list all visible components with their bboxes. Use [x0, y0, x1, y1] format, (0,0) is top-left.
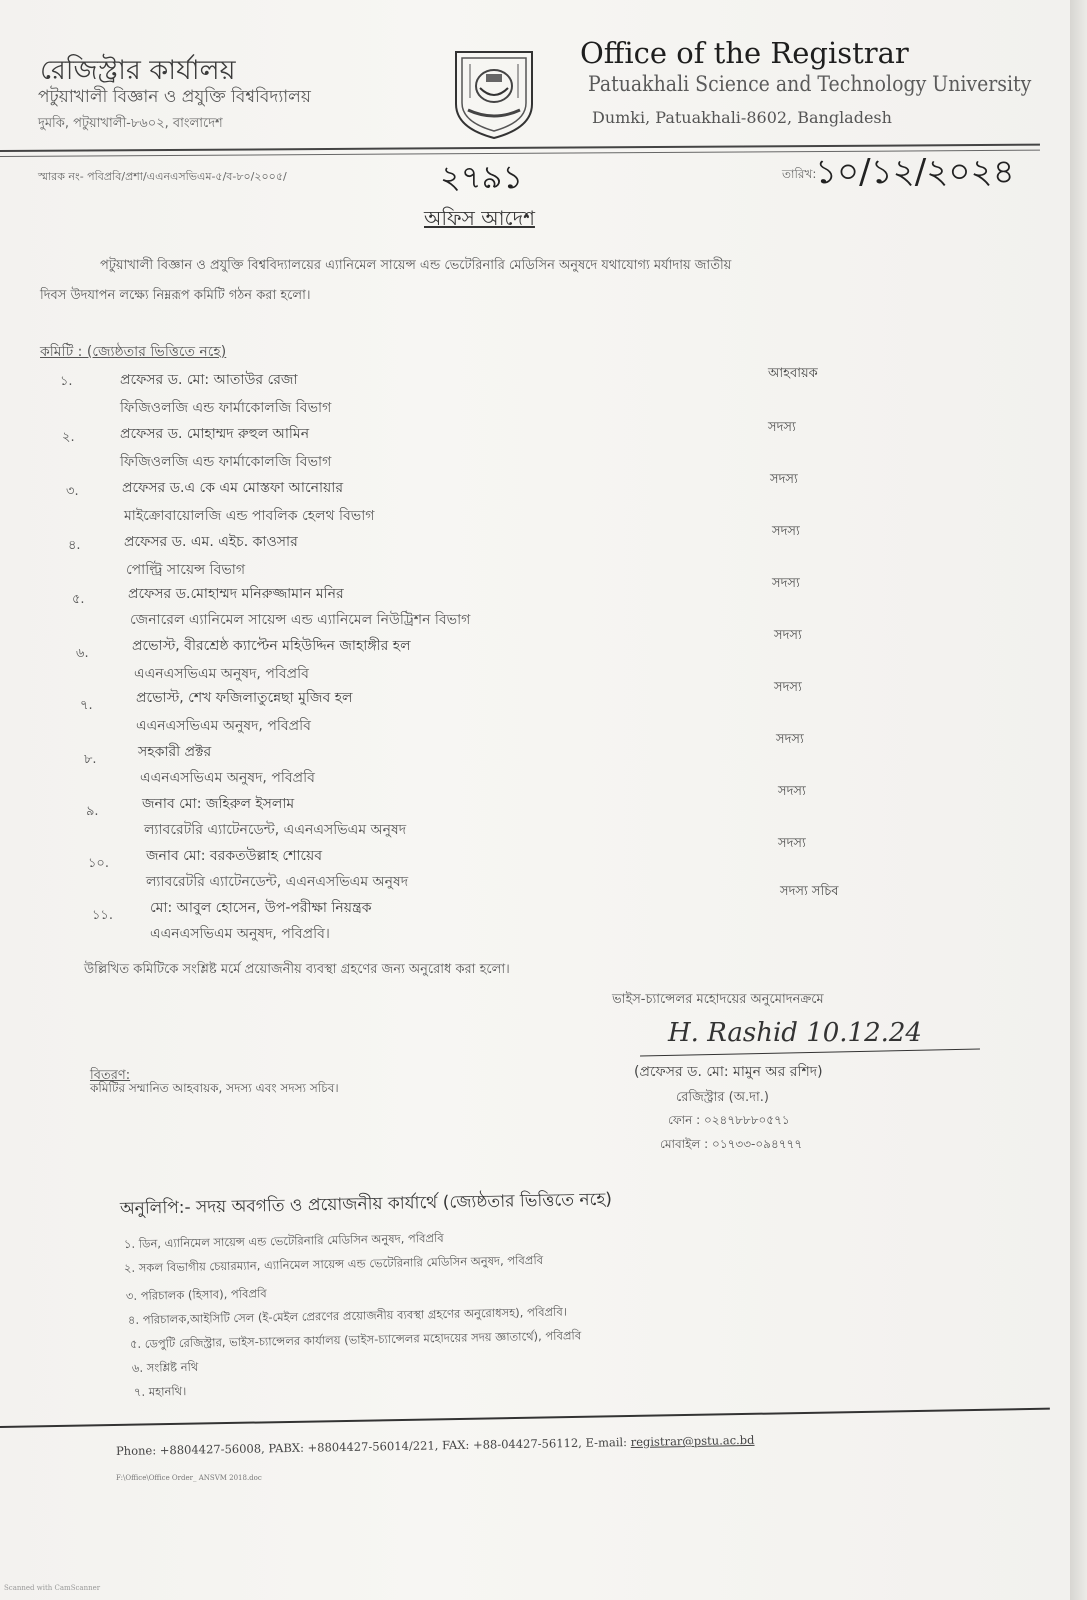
header-bn-university: পটুয়াখালী বিজ্ঞান ও প্রযুক্তি বিশ্ববিদ্যালয়: [38, 87, 311, 107]
footer-email-link[interactable]: registrar@pstu.ac.bd: [630, 1432, 755, 1450]
member-role: সদস্য: [774, 628, 802, 643]
member-name: জনাব মো: জহিরুল ইসলাম: [142, 796, 295, 812]
signature-line: [640, 1048, 980, 1056]
member-number: ১০.: [88, 856, 110, 871]
list-item: ৬. সংশ্লিষ্ট নথি: [131, 1359, 199, 1375]
university-logo: [446, 48, 542, 140]
member-name: প্রভোস্ট, শেখ ফজিলাতুন্নেছা মুজিব হল: [136, 690, 353, 706]
member-number: ৯.: [86, 804, 99, 819]
memo-reference-label: স্মারক নং- পবিপ্রবি/প্রশা/এএনএসভিএম-৫/ব-৮০/২০০৫/: [38, 170, 287, 183]
member-role: আহবায়ক: [768, 366, 818, 381]
member-department: পোল্ট্রি সায়েন্স বিভাগ: [126, 562, 246, 578]
member-number: ৭.: [80, 698, 93, 713]
member-name: প্রভোস্ট, বীরশ্রেষ্ঠ ক্যাপ্টেন মহিউদ্দিন জাহাঙ্গীর হল: [132, 638, 411, 654]
member-name: প্রফেসর ড.এ কে এম মোস্তফা আনোয়ার: [122, 480, 344, 496]
intro-line-1: পটুয়াখালী বিজ্ঞান ও প্রযুক্তি বিশ্ববিদ্যালয়ের এ্যানিমেল সায়েন্স এন্ড ভেটেরিনারি মেডিসিন অনুষদে যথাযোগ্য মর্যাদায় জাতীয়: [100, 258, 732, 273]
copy-heading: অনুলিপি:- সদয় অবগতি ও প্রয়োজনীয় কার্যার্থে (জ্যেষ্ঠতার ভিত্তিতে নহে): [119, 1189, 613, 1219]
distribution-heading: বিতরণ:: [90, 1068, 131, 1083]
member-department: এএনএসভিএম অনুষদ, পবিপ্রবি: [134, 666, 309, 682]
header-bn-address: দুমকি, পটুয়াখালী-৮৬০২, বাংলাদেশ: [38, 116, 223, 131]
member-role: সদস্য সচিব: [780, 884, 839, 899]
member-department: ফিজিওলজি এন্ড ফার্মাকোলজি বিভাগ: [120, 400, 332, 416]
member-name: সহকারী প্রক্টর: [138, 744, 212, 760]
member-number: ৫.: [72, 592, 85, 607]
approval-note: ভাইস-চ্যান্সেলর মহোদয়ের অনুমোদনক্রমে: [612, 992, 824, 1007]
member-name: প্রফেসর ড. মো: আতাউর রেজা: [120, 372, 298, 388]
member-name: প্রফেসর ড. মোহাম্মদ রুহুল আমিন: [120, 426, 310, 442]
list-item: ৭. মহানথি।: [133, 1383, 187, 1399]
list-item: ২. সকল বিভাগীয় চেয়ারম্যান, এ্যানিমেল সায়েন্স এন্ড ভেটেরিনারি মেডিসিন অনুষদ, পবিপ্রবি: [123, 1252, 544, 1275]
member-role: সদস্য: [768, 420, 796, 435]
distribution-body: কমিটির সম্মানিত আহবায়ক, সদস্য এবং সদস্য সচিব।: [90, 1081, 339, 1095]
member-department: এএনএসভিএম অনুষদ, পবিপ্রবি।: [150, 926, 330, 942]
date-label: তারিখ:: [782, 167, 817, 181]
footer-contact: [116, 1433, 755, 1458]
header-en-address: Dumki, Patuakhali-8602, Bangladesh: [592, 108, 892, 127]
member-department: এএনএসভিএম অনুষদ, পবিপ্রবি: [140, 770, 315, 786]
member-department: মাইক্রোবায়োলজি এন্ড পাবলিক হেলথ বিভাগ: [124, 508, 375, 524]
signatory-name: (প্রফেসর ড. মো: মামুন অর রশিদ): [634, 1064, 823, 1080]
member-role: সদস্য: [776, 732, 804, 747]
list-item: ৫. ডেপুটি রেজিস্ট্রার, ভাইস-চ্যান্সেলর কার্যালয় (ভাইস-চ্যান্সেলর মহোদয়ের সদয় জ্ঞাতার্থে), পবিপ্রবি: [129, 1328, 582, 1351]
member-role: সদস্য: [772, 576, 800, 591]
signatory-mobile: মোবাইল : ০১৭৩৩-০৯৪৭৭৭: [660, 1137, 803, 1151]
memo-number: ২৭৯১: [440, 158, 524, 196]
member-name: প্রফেসর ড.মোহাম্মদ মনিরুজ্জামান মনির: [128, 586, 344, 602]
member-role: সদস্য: [778, 784, 806, 799]
header-bn-title: রেজিস্ট্রার কার্যালয়: [40, 55, 236, 86]
member-number: ৪.: [68, 538, 81, 553]
header-en-university: Patuakhali Science and Technology University: [588, 72, 1032, 96]
member-name: প্রফেসর ড. এম. এইচ. কাওসার: [124, 534, 298, 550]
member-role: সদস্য: [772, 524, 800, 539]
member-role: সদস্য: [774, 680, 802, 695]
list-item: ৩. পরিচালক (হিসাব), পবিপ্রবি: [125, 1286, 267, 1303]
footer-divider: [0, 1408, 1050, 1428]
member-name: জনাব মো: বরকতউল্লাহ শোয়েব: [146, 848, 323, 864]
handwritten-signature: H. Rashid 10.12.24: [668, 1018, 922, 1048]
file-path: F:\Office\Office Order_ ANSVM 2018.doc: [116, 1474, 262, 1482]
closing-request: উল্লিখিত কমিটিকে সংশ্লিষ্ট মর্মে প্রয়োজনীয় ব্যবস্থা গ্রহণের জন্য অনুরোধ করা হলো।: [84, 962, 510, 977]
footer-contact-text: Phone: +8804427-56008, PABX: +8804427-56014/221, FAX: +88-04427-56112, E-mail:: [115, 1435, 631, 1458]
scanner-watermark: Scanned with CamScanner: [4, 1584, 101, 1592]
member-number: ১.: [60, 374, 73, 389]
member-number: ৩.: [66, 484, 79, 499]
member-number: ২.: [62, 430, 75, 445]
member-department: জেনারেল এ্যানিমেল সায়েন্স এন্ড এ্যানিমেল নিউট্রিশন বিভাগ: [130, 612, 471, 628]
page-edge: [1070, 0, 1087, 1600]
member-role: সদস্য: [778, 836, 806, 851]
committee-heading: কমিটি : (জ্যেষ্ঠতার ভিত্তিতে নহে): [40, 344, 227, 360]
signatory-title: রেজিস্ট্রার (অ.দা.): [676, 1090, 769, 1105]
memo-date: ১০/১২/২০২৪: [815, 152, 1015, 192]
header-en-title: Office of the Registrar: [580, 36, 909, 70]
member-number: ৮.: [84, 752, 97, 767]
member-department: ল্যাবরেটরি এ্যাটেনডেন্ট, এএনএসভিএম অনুষদ: [146, 874, 409, 890]
signatory-phone: ফোন : ০২৪৭৮৮৮০৫৭১: [668, 1113, 790, 1127]
member-role: সদস্য: [770, 472, 798, 487]
member-department: ল্যাবরেটরি এ্যাটেনডেন্ট, এএনএসভিএম অনুষদ: [144, 822, 407, 838]
list-item: ১. ডিন, এ্যানিমেল সায়েন্স এন্ড ভেটেরিনারি মেডিসিন অনুষদ, পবিপ্রবি: [123, 1230, 444, 1251]
member-department: এএনএসভিএম অনুষদ, পবিপ্রবি: [136, 718, 311, 734]
member-number: ১১.: [92, 908, 114, 923]
member-number: ৬.: [76, 646, 89, 661]
member-department: ফিজিওলজি এন্ড ফার্মাকোলজি বিভাগ: [120, 454, 332, 470]
intro-line-2: দিবস উদযাপন লক্ষ্যে নিম্নরূপ কমিটি গঠন করা হলো।: [40, 288, 311, 303]
member-name: মো: আবুল হোসেন, উপ-পরীক্ষা নিয়ন্ত্রক: [150, 900, 372, 916]
office-order-title: অফিস আদেশ: [424, 206, 535, 230]
list-item: ৪. পরিচালক,আইসিটি সেল (ই-মেইল প্রেরণের প্রয়োজনীয় ব্যবস্থা গ্রহণের অনুরোধসহ), পবিপ্রবি।: [127, 1304, 568, 1327]
